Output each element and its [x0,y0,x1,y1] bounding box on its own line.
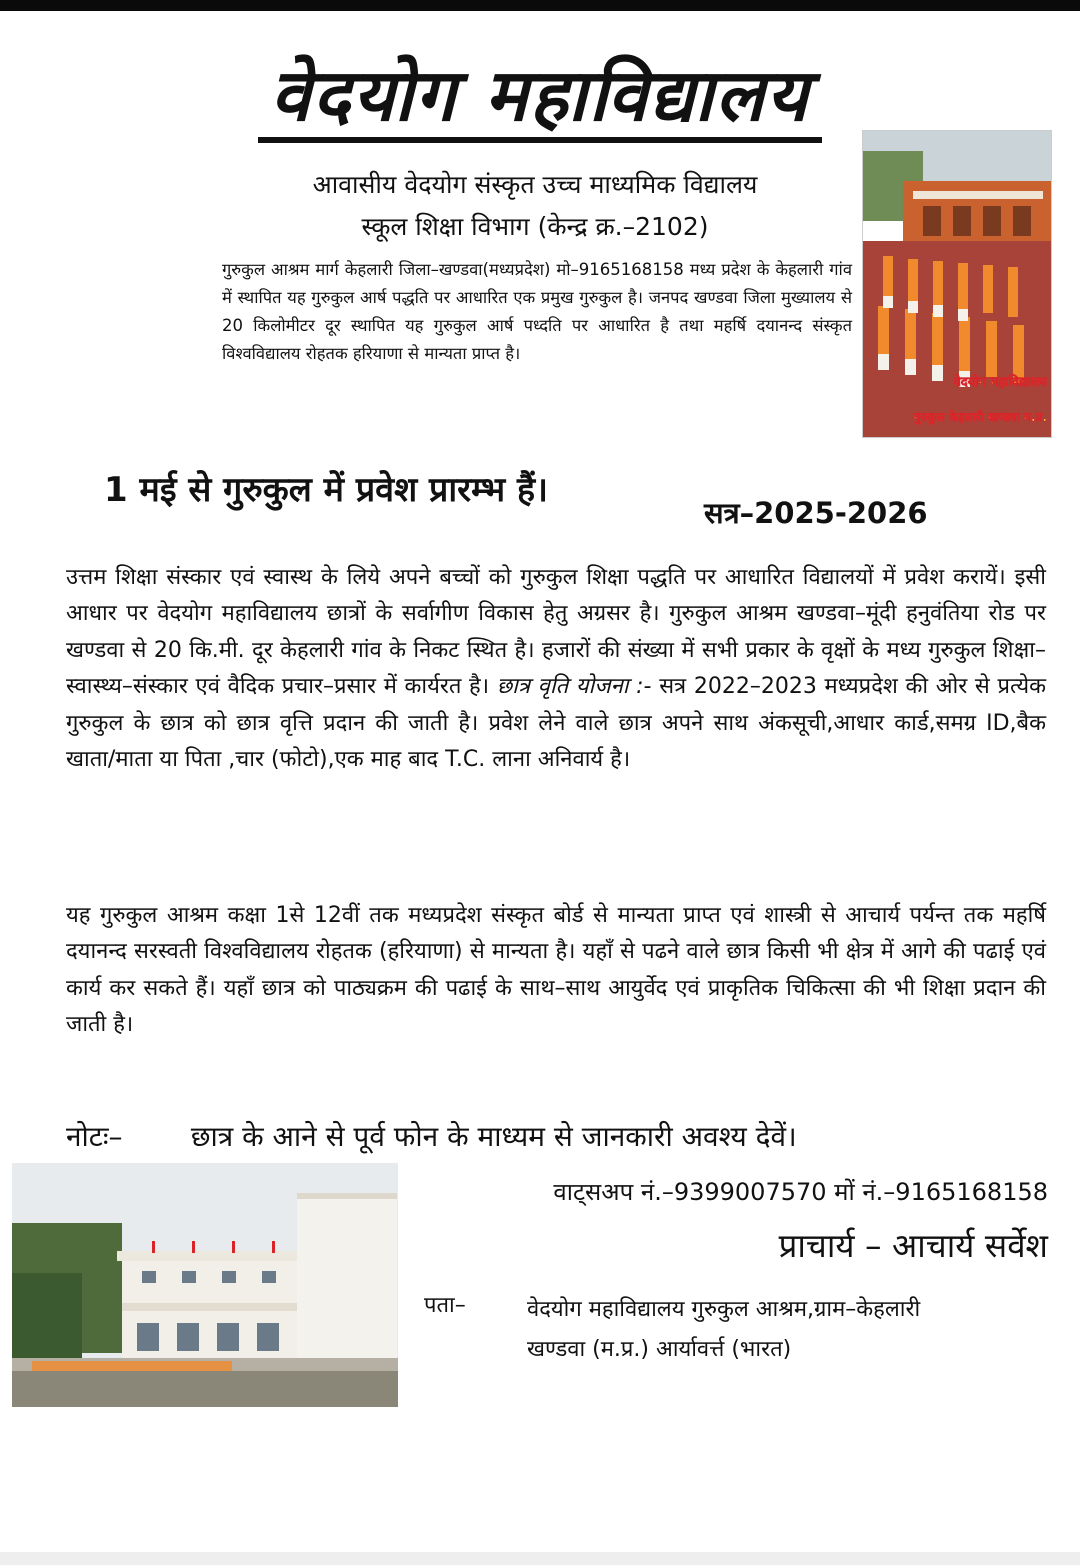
body-paragraph-2: यह गुरुकुल आश्रम कक्षा 1से 12वीं तक मध्यप्रदेश संस्कृत बोर्ड से मान्यता प्राप्त एवं शास्त्री से आचार्य पर्यन्त तक महर्षि दयानन्द सरस्वती विश्वविद्यालय रोहतक (हरियाणा) से मान्यता है। यहाँ से पढने वाले छात्र किसी भी क्षेत्र में आगे की पढाई एवं कार्य कर सकते हैं। यहाँ छात्र को पाठ्यक्रम की पढाई के साथ–साथ आयुर्वेद एवं प्राकृतिक चिकित्सा की भी शिक्षा प्रदान की जाती है। [66,903,1046,1038]
address-label: पता– [424,1293,466,1318]
photo-caption-2: गुरुकुल केहलारी खण्डवा म.प्र. [913,410,1047,424]
p1-text-a: उत्तम शिक्षा संस्कार एवं स्वास्थ के लिये अपने बच्चों को गुरुकुल शिक्षा पद्धति पर आधारित विद्यालयों में प्रवेश करायें। इसी आधार पर वेदयोग महाविद्यालय छात्रों के सर्वागीण विकास हेतु अग्रसर है। गुरुकुल आश्रम खण्डवा–मूंदी हनुवंतिया रोड पर खण्डवा से 20 कि.मी. दूर केहलारी गांव के निकट स्थित है। हजारों की संख्या में सभी प्रकार के वृक्षों के मध्य गुरुकुल शिक्षा–स्वास्थ्य–संस्कार एवं वैदिक प्रचार–प्रसार में कार्यरत है। [66,565,1046,700]
intro-paragraph: गुरुकुल आश्रम मार्ग केहलारी जिला–खण्डवा(मध्यप्रदेश) मो–9165168158 मध्य प्रदेश के केहलारी गांव में स्थापित यह गुरुकुल आर्ष पद्धति पर आधारित एक प्रमुख गुरुकुल है। जनपद खण्डवा जिला मुख्यालय से 20 किलोमीटर दूर स्थापित यह गुरुकुल आर्ष पध्दति पर आधारित है तथा महर्षि दयानन्द संस्कृत विश्वविद्यालय रोहतक हरियाणा से मान्यता प्राप्त है। [222,260,852,363]
p1-text-b: सत्र 2022–2023 मध्यप्रदेश की ओर से प्रत्येक गुरुकुल के छात्र को छात्र वृत्ति प्रदान की जाती है। प्रवेश लेने वाले छात्र अपने साथ अंकसूची,आधार कार्ड,समग्र ID,बैक खाता/माता या पिता ,चार (फोटो),एक माह बाद T.C. लाना अनिवार्य है। [66,674,1047,773]
session-label: सत्र–2025-2026 [704,496,928,530]
page-title [0,50,1080,140]
title-text: वेदयोग महाविद्यालय [258,53,821,143]
scholarship-scheme-label: छात्र वृति योजना :- [496,674,652,700]
address-block [527,1290,1057,1370]
admission-headline: 1 मई से गुरुकुल में प्रवेश प्रारम्भ हैं। [104,470,548,510]
top-bar [0,0,1080,11]
note-text: छात्र के आने से पूर्व फोन के माध्यम से जानकारी अवश्य देवें। [190,1120,797,1153]
contact-phones: वाट्सअप नं.–9399007570 मों नं.–9165168158 [553,1178,1048,1206]
students-assembly-photo [862,130,1052,438]
address-line-2: खण्डवा (म.प्र.) आर्यावर्त्त (भारत) [527,1337,792,1362]
photo-caption-1: वेदयोग महाविद्यालय [953,375,1047,390]
principal-name: प्राचार्य – आचार्य सर्वेश [778,1226,1048,1265]
body-paragraph-1 [66,560,1046,778]
school-name: आवासीय वेदयोग संस्कृत उच्च माध्यमिक विद्यालय [312,170,758,199]
department-line: स्कूल शिक्षा विभाग (केन्द्र क्र.–2102) [361,212,709,241]
college-building-illustration [12,1163,398,1407]
college-building-photo [12,1163,398,1407]
students-assembly-illustration [863,131,1051,437]
address-line-1: वेदयोग महाविद्यालय गुरुकुल आश्रम,ग्राम–केहलारी [527,1297,921,1322]
note-label: नोटः– [66,1120,123,1153]
bottom-bar [0,1552,1080,1565]
note-line [66,1117,1056,1157]
